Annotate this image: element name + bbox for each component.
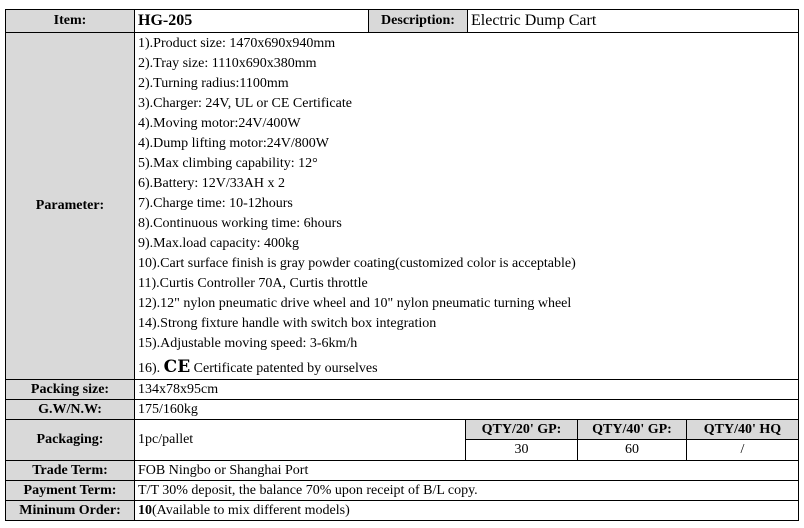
- grid-line: [5, 500, 799, 501]
- grid-line: [134, 9, 135, 521]
- qty-20gp-header: QTY/20' GP:: [466, 420, 577, 439]
- grid-line: [368, 9, 369, 33]
- packing-size-value: 134x78x95cm: [138, 381, 219, 397]
- qty-40gp-value: 60: [625, 442, 639, 457]
- weight-value: 175/160kg: [138, 401, 198, 417]
- parameter-line-11: 9).Max.load capacity: 400kg: [138, 236, 299, 251]
- grid-line: [5, 480, 799, 481]
- parameter-line-9: 7).Charge time: 10-12hours: [138, 196, 293, 211]
- description-label: Description:: [369, 10, 467, 32]
- min-order-label: Mininum Order:: [6, 501, 134, 520]
- parameter-line-7: 5).Max climbing capability: 12°: [138, 156, 318, 171]
- parameter-line-16: 15).Adjustable moving speed: 3-6km/h: [138, 336, 358, 351]
- parameter-line-8: 6).Battery: 12V/33AH x 2: [138, 176, 285, 191]
- ce-mark: CE: [163, 357, 191, 377]
- grid-line: [5, 9, 799, 10]
- grid-line: [465, 419, 466, 461]
- item-value: HG-205: [138, 12, 193, 29]
- grid-line: [686, 419, 687, 461]
- grid-line: [5, 379, 799, 380]
- min-order-note: (Available to mix different models): [152, 502, 350, 518]
- payment-term-label: Payment Term:: [6, 481, 134, 500]
- parameter-line-17: [138, 354, 798, 380]
- ce-suffix: Certificate patented by ourselves: [193, 361, 378, 376]
- packing-size-label: Packing size:: [6, 380, 134, 399]
- parameter-line-3: 2).Turning radius:1100mm: [138, 76, 289, 91]
- qty-20gp-value: 30: [514, 442, 529, 457]
- grid-line: [577, 419, 578, 461]
- weight-label: G.W/N.W:: [6, 400, 134, 419]
- packaging-value: 1pc/pallet: [138, 432, 194, 447]
- grid-line: [5, 9, 6, 521]
- packaging-label: Packaging:: [6, 420, 134, 460]
- grid-line: [5, 419, 799, 420]
- min-order-qty: 10: [138, 502, 152, 518]
- parameter-line-15: 14).Strong fixture handle with switch box integration: [138, 316, 437, 331]
- grid-line: [5, 399, 799, 400]
- parameter-label: Parameter:: [6, 33, 134, 379]
- item-label: Item:: [6, 10, 134, 32]
- grid-line: [5, 460, 799, 461]
- qty-40hq-value: /: [740, 442, 745, 457]
- parameter-line-13: 11).Curtis Controller 70A, Curtis throttle: [138, 276, 368, 291]
- parameter-line-5: 4).Moving motor:24V/400W: [138, 116, 301, 131]
- qty-40hq-header: QTY/40' HQ: [687, 420, 798, 439]
- grid-line: [5, 520, 799, 521]
- ce-prefix: 16).: [138, 361, 161, 376]
- parameter-line-4: 3).Charger: 24V, UL or CE Certificate: [138, 96, 352, 111]
- parameter-line-6: 4).Dump lifting motor:24V/800W: [138, 136, 329, 151]
- min-order-value: [135, 501, 798, 520]
- trade-term-label: Trade Term:: [6, 461, 134, 480]
- grid-line: [798, 9, 799, 521]
- qty-40gp-header: QTY/40' GP:: [578, 420, 686, 439]
- parameter-line-1: 1).Product size: 1470x690x940mm: [138, 36, 336, 51]
- payment-term-value: T/T 30% deposit, the balance 70% upon receipt of B/L copy.: [138, 482, 478, 498]
- grid-line: [467, 9, 468, 33]
- parameter-list: [138, 34, 798, 380]
- parameter-line-14: 12).12" nylon pneumatic drive wheel and 10" nylon pneumatic turning wheel: [138, 296, 572, 311]
- grid-line: [5, 32, 799, 33]
- grid-line: [465, 439, 799, 440]
- parameter-line-2: 2).Tray size: 1110x690x380mm: [138, 56, 317, 71]
- trade-term-value: FOB Ningbo or Shanghai Port: [138, 462, 309, 478]
- parameter-line-12: 10).Cart surface finish is gray powder coating(customized color is acceptable): [138, 256, 576, 271]
- parameter-line-10: 8).Continuous working time: 6hours: [138, 216, 342, 231]
- description-value: Electric Dump Cart: [471, 12, 597, 29]
